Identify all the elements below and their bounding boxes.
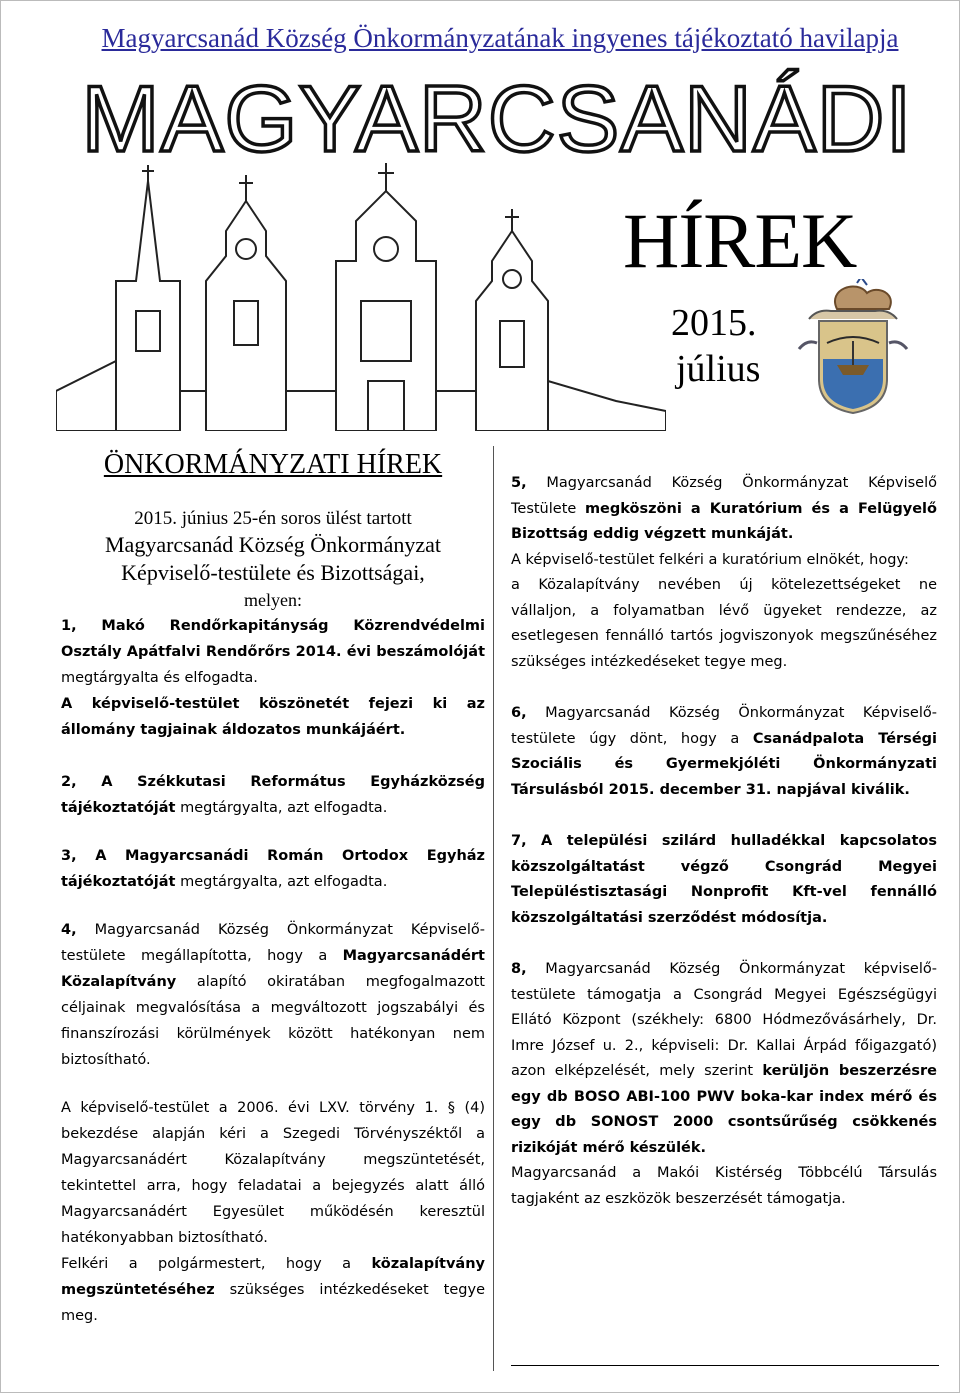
item-4-request bbox=[61, 1251, 485, 1329]
item-6 bbox=[511, 701, 937, 803]
item-4-request-bold: közalapítvány megszüntetéséhez bbox=[61, 1256, 485, 1298]
item-6-number: 6, bbox=[511, 705, 527, 721]
item-1-bold: 1, Makó Rendőrkapitányság Közrendvédelmi Osztály Apátfalvi Rendőrőrs 2014. évi beszámolóját bbox=[61, 618, 485, 660]
left-column bbox=[61, 449, 485, 1329]
intro-line: melyen: bbox=[244, 590, 302, 610]
item-1-text: megtárgyalta és elfogadta. bbox=[61, 670, 258, 686]
coat-of-arms-icon bbox=[797, 279, 909, 419]
item-8-text: Magyarcsanád Község Önkormányzat képviselő-testülete támogatja a Csongrád Megyei Egészségügyi Ellátó Központ (székhely: 6800 Hódmezővásárhely, Dr. Imre József u. 2., képviseli: Dr. Kallai Árpád főigazgató) azon elképzelését, mely szerint bbox=[511, 961, 937, 1079]
item-2-text: megtárgyalta, azt elfogadta. bbox=[175, 800, 388, 816]
item-4-request-end: szükséges intézkedéseket tegye meg. bbox=[61, 1282, 485, 1324]
item-4 bbox=[61, 917, 485, 1073]
item-4-text: Magyarcsanád Község Önkormányzat Képviselő-testülete megállapította, hogy a bbox=[61, 922, 485, 964]
item-5 bbox=[511, 471, 937, 548]
item-4-bold: Magyarcsanádért Közalapítvány bbox=[61, 948, 485, 990]
item-4-number: 4, bbox=[61, 922, 77, 938]
section-title: ÖNKORMÁNYZATI HÍREK bbox=[103, 449, 443, 480]
item-2-bold: 2, A Székkutasi Református Egyházközség tájékoztatóját bbox=[61, 774, 485, 816]
column-divider bbox=[493, 446, 494, 1371]
item-4-request-text: Felkéri a polgármestert, hogy a bbox=[61, 1256, 372, 1272]
item-3-bold: 3, A Magyarcsanádi Román Ortodox Egyház tájékoztatóját bbox=[61, 848, 485, 890]
church-towers-illustration bbox=[56, 161, 666, 431]
item-3 bbox=[61, 843, 485, 895]
item-8-bold: kerüljön beszerzésre egy db BOSO ABI-100 PWV boka-kar index mérő és egy db SONOST 2000 csontsűrűség csökkenés rizikóját mérő készülék. bbox=[511, 1063, 937, 1156]
item-8-number: 8, bbox=[511, 961, 527, 977]
newsletter-tagline: Magyarcsanád Község Önkormányzatának ingyenes tájékoztató havilapja bbox=[101, 23, 899, 53]
item-1-thanks: A képviselő-testület köszönetét fejezi ki az állomány tagjainak áldozatos munkájáért. bbox=[61, 696, 485, 738]
item-4-text-cont: alapító okiratában megfogalmazott céljainak megvalósítása a megváltozott jogszabályi és finanszírozási körülmények között hatékonyan nem biztosítható. bbox=[61, 974, 485, 1068]
masthead-title: MAGYARCSANÁDI bbox=[81, 66, 913, 171]
item-7: 7, A települési szilárd hulladékkal kapcsolatos közszolgáltatást végző Csongrád Megyei Településtisztasági Nonprofit Kft-vel fennálló közszolgáltatási szerződést módosítja. bbox=[511, 833, 937, 926]
item-3-text: megtárgyalta, azt elfogadta. bbox=[175, 874, 388, 890]
item-5-text: Magyarcsanád Község Önkormányzat Képviselő Testülete bbox=[511, 475, 937, 517]
item-6-bold: Csanádpalota Térségi Szociális és Gyermekjóléti Önkormányzati Társulásból 2015. december 31. napjával kiválik. bbox=[511, 730, 937, 798]
masthead-subtitle: HÍREK bbox=[623, 197, 857, 284]
item-5-details: a Közalapítvány nevében új kötelezettségeket ne vállaljon, a folyamatban lévő ügyeket rendezze, az esetlegesen fennálló tartós jogviszonyok megszűnéséhez szükséges intézkedéseket tegye meg. bbox=[511, 577, 937, 670]
right-column bbox=[511, 471, 937, 1212]
item-5-number: 5, bbox=[511, 475, 527, 491]
issue-month: július bbox=[676, 348, 761, 390]
item-6-text: Magyarcsanád Község Önkormányzat Képviselő-testülete úgy dönt, hogy a bbox=[511, 705, 937, 747]
item-4-decision: A képviselő-testület a 2006. évi LXV. törvény 1. § (4) bekezdése alapján kéri a Szegedi Törvényszéktől a Magyarcsanádért Közalapítvány megszüntetését, tekintettel arra, hogy feladatai a bejegyzés alatt álló Magyarcsanádért Egyesület működésén keresztül hatékonyabban biztosítható. bbox=[61, 1100, 485, 1246]
issue-year: 2015. bbox=[671, 302, 757, 344]
item-5-bold: megköszöni a Kuratórium és a Felügyelő Bizottság eddig végzett munkáját. bbox=[511, 500, 937, 542]
intro-line: 2015. június 25-én soros ülést tartott bbox=[134, 508, 412, 529]
item-5-request: A képviselő-testület felkéri a kuratórium elnökét, hogy: bbox=[511, 551, 909, 568]
closing-rule bbox=[511, 1365, 939, 1366]
item-2 bbox=[61, 769, 485, 821]
item-8 bbox=[511, 957, 937, 1161]
item-8-support: Magyarcsanád a Makói Kistérség Többcélú Társulás tagjaként az eszközök beszerzését támogatja. bbox=[511, 1165, 937, 1207]
item-1 bbox=[61, 613, 485, 691]
intro-line: Magyarcsanád Község Önkormányzat bbox=[105, 532, 441, 557]
intro-line: Képviselő-testülete és Bizottságai, bbox=[121, 560, 425, 585]
